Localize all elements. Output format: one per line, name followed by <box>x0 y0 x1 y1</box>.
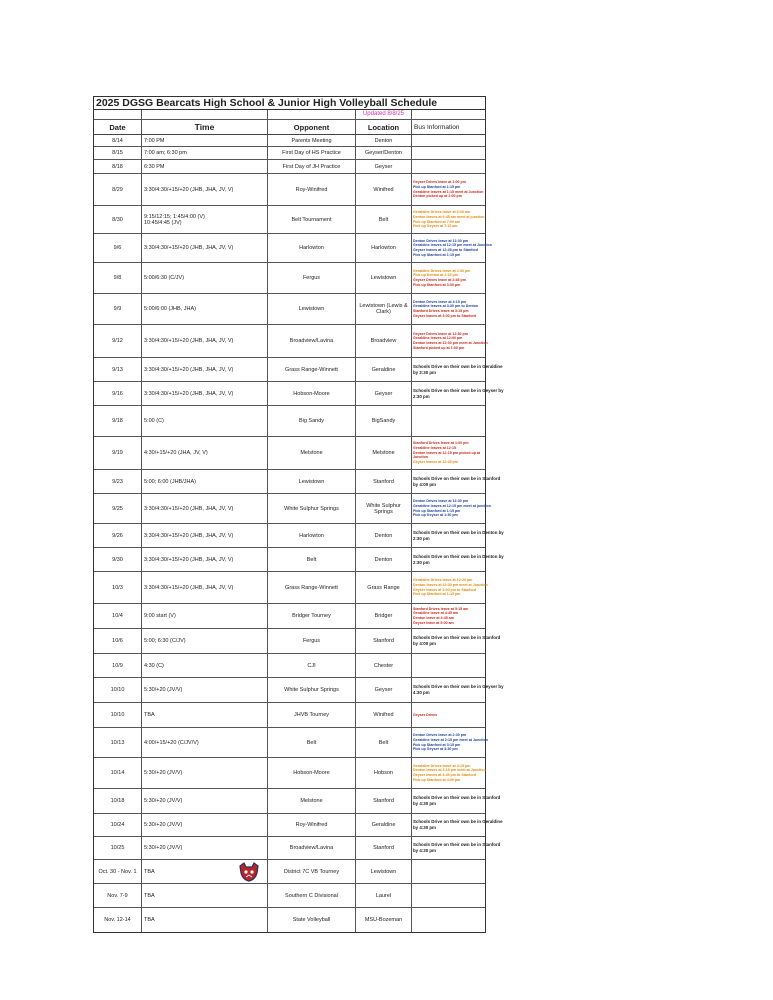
row-date: 8/30 <box>94 206 142 233</box>
row-opponent: Harlowton <box>268 524 356 547</box>
row-opponent: Grass Range-Winnett <box>268 358 356 381</box>
row-date: 10/14 <box>94 758 142 788</box>
updated-row <box>94 110 485 120</box>
row-location: Denton <box>356 524 412 547</box>
row-time <box>142 406 268 436</box>
schedule-sheet <box>93 96 504 933</box>
bus-info-line: 4:30 pm <box>413 690 430 695</box>
row-bus-info <box>412 814 503 836</box>
row-opponent: Fergus <box>268 263 356 293</box>
row-bus-info <box>412 263 485 293</box>
row-time <box>142 908 268 932</box>
schedule-row <box>94 908 485 932</box>
schedule-row <box>94 406 485 437</box>
row-opponent: Grass Range-Winnett <box>268 572 356 603</box>
bus-info-line: Schools Drive on their own be in Stanford <box>413 475 501 481</box>
row-bus-info <box>412 604 485 628</box>
row-date: 9/12 <box>94 325 142 357</box>
schedule-row <box>94 837 501 860</box>
row-location: Winifred <box>356 174 412 205</box>
row-time-text: TBA <box>144 892 155 899</box>
row-opponent: CJI <box>268 654 356 677</box>
schedule-row <box>94 629 501 654</box>
row-opponent: Belt Tournament <box>268 206 356 233</box>
schedule-row <box>94 814 503 837</box>
row-time-text: 6:30 PM <box>144 163 165 170</box>
row-time-text: 5:30/+20 (JV/V) <box>144 770 183 776</box>
row-location: Stanford <box>356 837 412 859</box>
row-time <box>142 837 268 859</box>
schedule-row <box>94 678 504 703</box>
row-bus-info <box>412 234 492 262</box>
row-bus-info <box>412 629 501 653</box>
bus-info-line: Schools Drive on their own be in Denton by <box>413 553 504 559</box>
row-time-text: 9:00 start (V) <box>144 613 176 619</box>
row-date: 10/6 <box>94 629 142 653</box>
bearcat-mascot-icon <box>238 862 260 882</box>
row-location: Geyser <box>356 382 412 405</box>
schedule-row <box>94 135 485 147</box>
row-location: Belt <box>356 728 412 757</box>
schedule-row <box>94 548 504 572</box>
bus-info-line: Geyser leaves at 12:45 pm <box>413 460 458 465</box>
schedule-row <box>94 294 485 325</box>
row-location: Melstone <box>356 437 412 469</box>
schedule-row <box>94 358 503 382</box>
row-time-text: 3:30/4:30/+15/+20 (JHB, JHA, JV, V) <box>144 556 234 563</box>
row-location: Stanford <box>356 470 412 493</box>
row-date: 9/9 <box>94 294 142 324</box>
row-location: Stanford <box>356 629 412 653</box>
bus-info-line: Stanford picked up at 1:00 pm <box>413 345 465 350</box>
row-location: Laurel <box>356 884 412 907</box>
row-time-text: 4:30 (C) <box>144 662 164 669</box>
row-location: Hobson <box>356 758 412 788</box>
schedule-row <box>94 860 485 884</box>
bus-info-line: by 4:30 pm <box>413 848 436 853</box>
row-location: Geyser <box>356 160 412 173</box>
row-time <box>142 758 268 788</box>
bus-info-line: Denton leave at 4:45 am <box>413 616 454 620</box>
row-time <box>142 160 268 173</box>
bus-info-line: Pick up Geyser at 7:15 am <box>413 224 458 229</box>
row-location: MSU-Bozeman <box>356 908 412 932</box>
row-location: Harlowton <box>356 234 412 262</box>
row-bus-info <box>412 572 488 603</box>
row-bus-info <box>412 147 485 159</box>
row-date: 9/25 <box>94 494 142 523</box>
row-date: 8/14 <box>94 135 142 146</box>
row-time <box>142 703 268 727</box>
schedule-row <box>94 160 485 174</box>
schedule-row <box>94 234 492 263</box>
row-opponent: Broadview/Lavina <box>268 325 356 357</box>
row-date: Nov. 7-9 <box>94 884 142 907</box>
bus-info-line: Geraldine leave at 4:45 am <box>413 611 459 616</box>
schedule-row <box>94 654 485 678</box>
row-time <box>142 234 268 262</box>
row-bus-info <box>412 548 504 571</box>
row-bus-info <box>412 437 485 469</box>
row-time-text: 5:00; 6:00 (JHB/JHA) <box>144 478 196 485</box>
bus-info-line: Denton Drives leave at 4:15 pm <box>413 299 467 304</box>
row-time <box>142 206 268 233</box>
row-location: Chester <box>356 654 412 677</box>
schedule-row <box>94 728 488 758</box>
bus-info-line: Geyser Drives leave at 1:00 pm <box>413 180 466 185</box>
row-opponent: Fergus <box>268 629 356 653</box>
bus-info-line: Geraldine leaves at 12:15 pm meet at junction <box>413 503 491 508</box>
bus-info-line: Pick up Stanford at 1:15 pm <box>413 592 461 597</box>
bus-info-line: Denton leaves at 12:30 pm meet at Junction <box>413 582 488 587</box>
row-date: 9/23 <box>94 470 142 493</box>
schedule-row <box>94 263 485 294</box>
row-time <box>142 678 268 702</box>
row-opponent: Melstone <box>268 789 356 813</box>
row-opponent: State Volleyball <box>268 908 356 932</box>
row-time <box>142 174 268 205</box>
bus-info-line: Pick up Stanford at 7:00 am <box>413 219 461 224</box>
row-time <box>142 294 268 324</box>
bus-info-line: 2:30 pm <box>413 559 430 565</box>
bus-info-line: Stanford Drives leave at 3:15 pm <box>413 309 469 313</box>
row-date: 9/18 <box>94 406 142 436</box>
bus-info-line: Geraldine leaves at 12:15 <box>413 445 456 450</box>
row-date: 10/13 <box>94 728 142 757</box>
row-time-text: 4:30/+15/+20 (JHA, JV, V) <box>144 450 208 456</box>
row-date: 9/8 <box>94 263 142 293</box>
bus-info-line: Pick up Geyser at 3:30 pm <box>413 747 458 752</box>
row-date: Nov. 12-14 <box>94 908 142 932</box>
row-time <box>142 728 268 757</box>
bus-info-line: Pick up Stanford at 3:00 pm <box>413 282 461 287</box>
row-date: 10/18 <box>94 789 142 813</box>
row-bus-info <box>412 174 485 205</box>
row-time <box>142 263 268 293</box>
row-opponent: Hobson-Moore <box>268 382 356 405</box>
bus-info-line: Pick up Stanford at 1:15 pm <box>413 184 461 189</box>
bus-info-line: Geyser Drives leave at 2:45 pm <box>413 278 466 282</box>
schedule-row <box>94 382 504 406</box>
row-time <box>142 789 268 813</box>
bus-info-line: Denton Drives leave at 12:30 pm <box>413 499 469 504</box>
bus-info-line: Pick up Stanford at 4:00 pm <box>413 777 461 782</box>
bus-info-line: 2:30 pm <box>413 393 430 399</box>
row-opponent: Belt <box>268 728 356 757</box>
row-date: 9/16 <box>94 382 142 405</box>
bus-info-line: Pick up Stanford at 1:15 pm <box>413 508 461 513</box>
schedule-row <box>94 325 488 358</box>
schedule-row <box>94 524 504 548</box>
row-date: 10/3 <box>94 572 142 603</box>
row-time <box>142 629 268 653</box>
row-bus-info <box>412 135 485 146</box>
row-time <box>142 147 268 159</box>
row-date: 9/30 <box>94 548 142 571</box>
row-time-text: 7:00 PM <box>144 137 165 144</box>
header-date: Date <box>94 120 142 134</box>
schedule-row <box>94 147 485 160</box>
row-location: Grass Range <box>356 572 412 603</box>
row-date: 10/4 <box>94 604 142 628</box>
bus-info-line: Geyser Drives <box>413 712 438 717</box>
row-time <box>142 572 268 603</box>
row-date: Oct. 30 - Nov. 1 <box>94 860 142 883</box>
bus-info-line: Schools Drive on their own be in Geraldine <box>413 363 503 369</box>
row-bus-info <box>412 758 485 788</box>
bus-info-line: by 2:30 pm <box>413 369 436 375</box>
row-opponent: Harlowton <box>268 234 356 262</box>
row-date: 8/29 <box>94 174 142 205</box>
schedule-row <box>94 604 485 629</box>
row-opponent: Broadview/Lavina <box>268 837 356 859</box>
bus-info-line: Geyser leaves at 12:45 pm to Stanford <box>413 248 479 252</box>
row-date: 8/15 <box>94 147 142 159</box>
row-bus-info <box>412 884 485 907</box>
row-date: 10/24 <box>94 814 142 836</box>
row-bus-info <box>412 294 485 324</box>
header-row <box>94 120 485 135</box>
bus-info-line: Pick up Stanford at 3:15 pm <box>413 742 461 747</box>
row-opponent: White Sulphur Springs <box>268 678 356 702</box>
row-location: White Sulphur Springs <box>356 494 412 523</box>
bus-info-line: Geyser leaves at 3:45 pm to Stanford <box>413 773 477 777</box>
row-opponent: First Day of HS Practice <box>268 147 356 159</box>
row-time <box>142 470 268 493</box>
row-time-text: 5:00/6:00 (JHB, JHA) <box>144 306 196 312</box>
bus-info-line: Geraldine leave at 2:15 pm meet at Junction <box>413 737 488 742</box>
row-time <box>142 860 268 883</box>
row-time-text: 7:00 am; 6:30 pm <box>144 150 187 156</box>
row-time-text: 3:30/4:30/+15/+20 (JHB, JHA, JV, V) <box>144 186 234 193</box>
row-time-text: 5:30/+20 (JV/V) <box>144 822 183 828</box>
bus-info-line: Schools Drive on their own be in Stanford <box>413 635 501 640</box>
row-opponent: First Day of JH Practice <box>268 160 356 173</box>
row-bus-info <box>412 470 501 493</box>
row-time <box>142 524 268 547</box>
row-time <box>142 382 268 405</box>
row-time-text: 5:00/6:30 (C/JV) <box>144 275 185 281</box>
row-opponent: District 7C VB Tourney <box>268 860 356 883</box>
bus-info-line: Denton Drives leave at 12:30 pm <box>413 238 469 243</box>
row-time-text: 5:30/+20 (JV/V) <box>144 798 183 804</box>
header-location: Location <box>356 120 412 134</box>
row-date: 9/6 <box>94 234 142 262</box>
row-date: 10/10 <box>94 678 142 702</box>
bus-info-line: Geraldine leaves at 12:15 pm meet at Junction <box>413 243 492 248</box>
row-time <box>142 814 268 836</box>
bus-info-line: Denton leaves at 6:45 am meet at junction <box>413 214 485 219</box>
bus-info-line: Geyser Drives leave at 12:30 pm <box>413 331 468 336</box>
row-time-text: 5:00 (C) <box>144 418 164 424</box>
bus-info-line: Denton leaves at 12:00 pm meet at Junction <box>413 341 488 345</box>
bus-info-line: Geyser leave at 5:00 am <box>413 620 454 625</box>
bus-info-line: Denton picked up at 2:00 pm <box>413 194 462 199</box>
row-opponent: Roy-Winifred <box>268 174 356 205</box>
row-opponent: White Sulphur Springs <box>268 494 356 523</box>
bus-info-line: Geraldine leaves at 3:30 pm to Denton <box>413 304 479 309</box>
bus-info-line: Geraldine Drives leave at 3:15 pm <box>413 763 471 768</box>
row-time-text: 5:30/+20 (JV/V) <box>144 687 183 693</box>
row-bus-info <box>412 358 503 381</box>
row-time-text: TBA <box>144 868 155 875</box>
schedule-row <box>94 494 491 524</box>
row-bus-info <box>412 524 504 547</box>
row-time-text: 9:15/12:15; 1:45/4:00 (V) 10:45/4:45 (JV) <box>144 213 205 226</box>
row-bus-info <box>412 837 501 859</box>
header-time: Time <box>142 120 268 134</box>
row-bus-info <box>412 654 485 677</box>
row-location: Geyser <box>356 678 412 702</box>
row-location: Stanford <box>356 789 412 813</box>
schedule-row <box>94 703 485 728</box>
row-location: Geraldine <box>356 814 412 836</box>
row-bus-info <box>412 703 485 727</box>
row-opponent: Parents Meeting <box>268 135 356 146</box>
row-location: Winifred <box>356 703 412 727</box>
row-opponent: Roy-Winifred <box>268 814 356 836</box>
bus-info-line: Geraldine Drives leave at 12:20 pm <box>413 578 473 583</box>
row-date: 10/25 <box>94 837 142 859</box>
row-time <box>142 325 268 357</box>
bus-info-line: Geraldine leaves at 12:00 pm <box>413 336 463 341</box>
row-time <box>142 884 268 907</box>
bus-info-line: Geraldine Drives leave at 2:30 pm <box>413 268 471 273</box>
row-time <box>142 437 268 469</box>
row-time-text: 5:30/+20 (JV/V) <box>144 845 183 851</box>
row-bus-info <box>412 789 501 813</box>
row-date: 9/26 <box>94 524 142 547</box>
row-time-text: TBA <box>144 712 155 718</box>
row-time-text: 3:30/4:30/+15/+20 (JHB, JHA, JV, V) <box>144 390 234 397</box>
schedule-row <box>94 437 485 470</box>
row-opponent: Bridger Tourney <box>268 604 356 628</box>
row-time-text: 3:30/4:30/+15/+20 (JHB, JHA, JV, V) <box>144 338 234 344</box>
bus-info-line: Pick up Geyser at 1:30 pm <box>413 513 458 518</box>
row-time-text: 5:00; 6:30 (C/JV) <box>144 638 186 644</box>
row-opponent: Melstone <box>268 437 356 469</box>
header-opponent: Opponent <box>268 120 356 134</box>
bus-info-line: Geyser leaves at 3:00 pm to Stanford <box>413 313 477 318</box>
row-location: Geraldine <box>356 358 412 381</box>
row-time-text: 3:30/4:30/+15/+20 (JHB, JHA, JV, V) <box>144 366 234 373</box>
bus-info-line: Geraldine leaves at 1:15 meet at Junction <box>413 189 484 194</box>
row-location: Belt <box>356 206 412 233</box>
row-time <box>142 548 268 571</box>
bus-info-line: Schools Drive on their own be in Geyser by <box>413 684 504 689</box>
row-bus-info <box>412 206 485 233</box>
row-time <box>142 654 268 677</box>
row-date: 10/9 <box>94 654 142 677</box>
row-time <box>142 135 268 146</box>
bus-info-line: 2:30 pm <box>413 535 430 541</box>
bus-info-line: by 4:00 pm <box>413 481 436 487</box>
row-opponent: Big Sandy <box>268 406 356 436</box>
row-location: Lewistown (Lewis & Clark) <box>356 294 412 324</box>
row-bus-info <box>412 494 491 523</box>
row-location: BigSandy <box>356 406 412 436</box>
row-opponent: Belt <box>268 548 356 571</box>
schedule-row <box>94 572 488 604</box>
bus-info-line: Denton leaves at 3:15 pm meet at Junction <box>413 768 486 773</box>
row-time <box>142 358 268 381</box>
row-time <box>142 604 268 628</box>
bus-info-line: Pick up Denton at 2:15 pm <box>413 273 458 278</box>
bus-info-line: by 4:30 pm <box>413 801 436 806</box>
bus-info-line: Schools Drive on their own be in Geyser by <box>413 387 504 393</box>
schedule-row <box>94 174 485 206</box>
row-opponent: Southern C Divisional <box>268 884 356 907</box>
schedule-title: 2025 DGSG Bearcats High School & Junior High Volleyball Schedule <box>94 97 485 110</box>
row-time-text: 3:30/4:30/+15/+20 (JHB, JHA, JV, V) <box>144 532 234 539</box>
row-bus-info <box>412 160 485 173</box>
row-opponent: Lewistown <box>268 470 356 493</box>
bus-info-line: Schools Drive on their own be in Denton by <box>413 529 504 535</box>
bus-info-line: Schools Drive on their own be in Geraldine <box>413 819 503 824</box>
schedule-rows <box>94 135 504 932</box>
row-location: Broadview <box>356 325 412 357</box>
row-bus-info <box>412 382 504 405</box>
bus-info-line: Denton leaves at 12:15 pm picked up at <box>413 450 481 455</box>
bus-info-line: by 4:30 pm <box>413 825 436 830</box>
row-location: Denton <box>356 135 412 146</box>
bus-info-line: Stanford Drives leave at 5:15 am <box>413 606 469 611</box>
row-opponent: Lewistown <box>268 294 356 324</box>
row-bus-info <box>412 860 485 883</box>
bus-info-line: by 4:00 pm <box>413 641 436 646</box>
bus-info-line: Denton Drives leave at 2:30 pm <box>413 733 467 738</box>
bus-info-line: Pick up Stanford at 1:15 pm <box>413 252 461 257</box>
row-opponent: JHVB Tourney <box>268 703 356 727</box>
row-bus-info <box>412 728 488 757</box>
row-time-text: 4:00/+15/+20 (C/JV/V) <box>144 739 199 746</box>
row-bus-info <box>412 325 488 357</box>
row-date: 10/10 <box>94 703 142 727</box>
bus-info-line: Schools Drive on their own be in Stanford <box>413 842 501 847</box>
updated-note: Updated 8/8/25 <box>356 110 412 119</box>
row-time-text: 3:30/4:30/+15/+20 (JHB, JHA, JV, V) <box>144 245 234 251</box>
schedule-row <box>94 206 485 234</box>
row-location: Geyser/Denton <box>356 147 412 159</box>
row-bus-info <box>412 678 504 702</box>
header-bus-info: Bus Information <box>414 123 460 131</box>
bus-info-line: Geyser leaves at 1:00 pm to Stanford <box>413 587 477 592</box>
bus-info-line: Geraldine Drives leave at 6:00 am <box>413 210 471 215</box>
bus-info-line: Junction <box>413 455 428 460</box>
row-location: Denton <box>356 548 412 571</box>
row-time-text: TBA <box>144 917 155 923</box>
row-date: 9/13 <box>94 358 142 381</box>
row-bus-info <box>412 406 485 436</box>
row-location: Bridger <box>356 604 412 628</box>
schedule-row <box>94 884 485 908</box>
schedule-row <box>94 789 501 814</box>
row-location: Lewistown <box>356 263 412 293</box>
bus-info-line: Stanford Drives leave at 1:00 pm <box>413 441 469 446</box>
row-time <box>142 494 268 523</box>
row-date: 8/18 <box>94 160 142 173</box>
bus-info-line: Schools Drive on their own be in Stanford <box>413 795 501 800</box>
row-time-text: 3:30/4:30/+15/+20 (JHB, JHA, JV, V) <box>144 584 234 591</box>
row-date: 9/19 <box>94 437 142 469</box>
row-time-text: 3:30/4:30/+15/+20 (JHB, JHA, JV, V) <box>144 505 234 512</box>
row-opponent: Hobson-Moore <box>268 758 356 788</box>
row-location: Lewistown <box>356 860 412 883</box>
schedule-row <box>94 758 485 789</box>
row-bus-info <box>412 908 485 932</box>
schedule-row <box>94 470 501 494</box>
